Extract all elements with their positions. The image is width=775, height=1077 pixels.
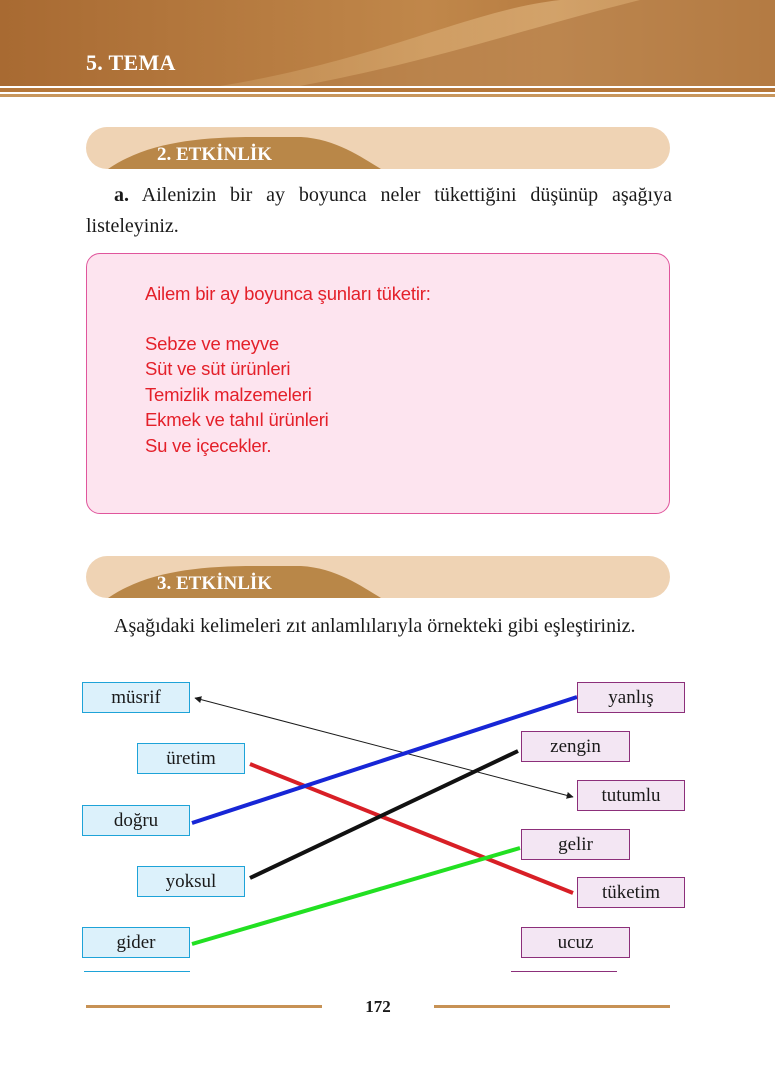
answer-item: Temizlik malzemeleri [145,384,312,405]
right-word-box[interactable]: zengin [521,731,630,762]
chapter-title: 5. TEMA [86,50,176,75]
match-line-dogru-yanlis [192,697,577,823]
left-word-box[interactable]: üretim [137,743,245,774]
section-title-2: 2. ETKİNLİK [157,144,273,165]
section-title-3: 3. ETKİNLİK [157,573,273,594]
footer-rule-right [434,1005,670,1008]
left-word-box[interactable]: gider [82,927,190,958]
footer-rule-left [86,1005,322,1008]
right-word-box[interactable]: tutumlu [577,780,685,811]
right-word-box[interactable]: ucuz [521,927,630,958]
match-line-musrif-tutumlu [195,698,573,797]
right-word-box[interactable]: yanlış [577,682,685,713]
right-word-box[interactable]: tüketim [577,877,685,908]
column-underline [511,971,617,972]
left-word-box[interactable]: doğru [82,805,190,836]
answer-item: Su ve içecekler. [145,435,272,456]
answer-item: Sebze ve meyve [145,333,279,354]
answer-heading: Ailem bir ay boyunca şunları tüketir: [145,283,431,304]
left-word-box[interactable]: yoksul [137,866,245,897]
activity3-instruction-text: Aşağıdaki kelimeleri zıt anlamlılarıyla örnekteki gibi eşleştiriniz. [114,615,636,637]
answer-item: Süt ve süt ürünleri [145,358,291,379]
right-word-box[interactable]: gelir [521,829,630,860]
activity2-label: a. [114,184,129,206]
column-underline [84,971,190,972]
answer-item: Ekmek ve tahıl ürünleri [145,409,329,430]
left-word-box[interactable]: müsrif [82,682,190,713]
activity2-instruction-text: Ailenizin bir ay boyunca neler tükettiğini düşünüp aşağıya listeleyiniz. [86,184,672,237]
page-number: 172 [365,997,391,1016]
